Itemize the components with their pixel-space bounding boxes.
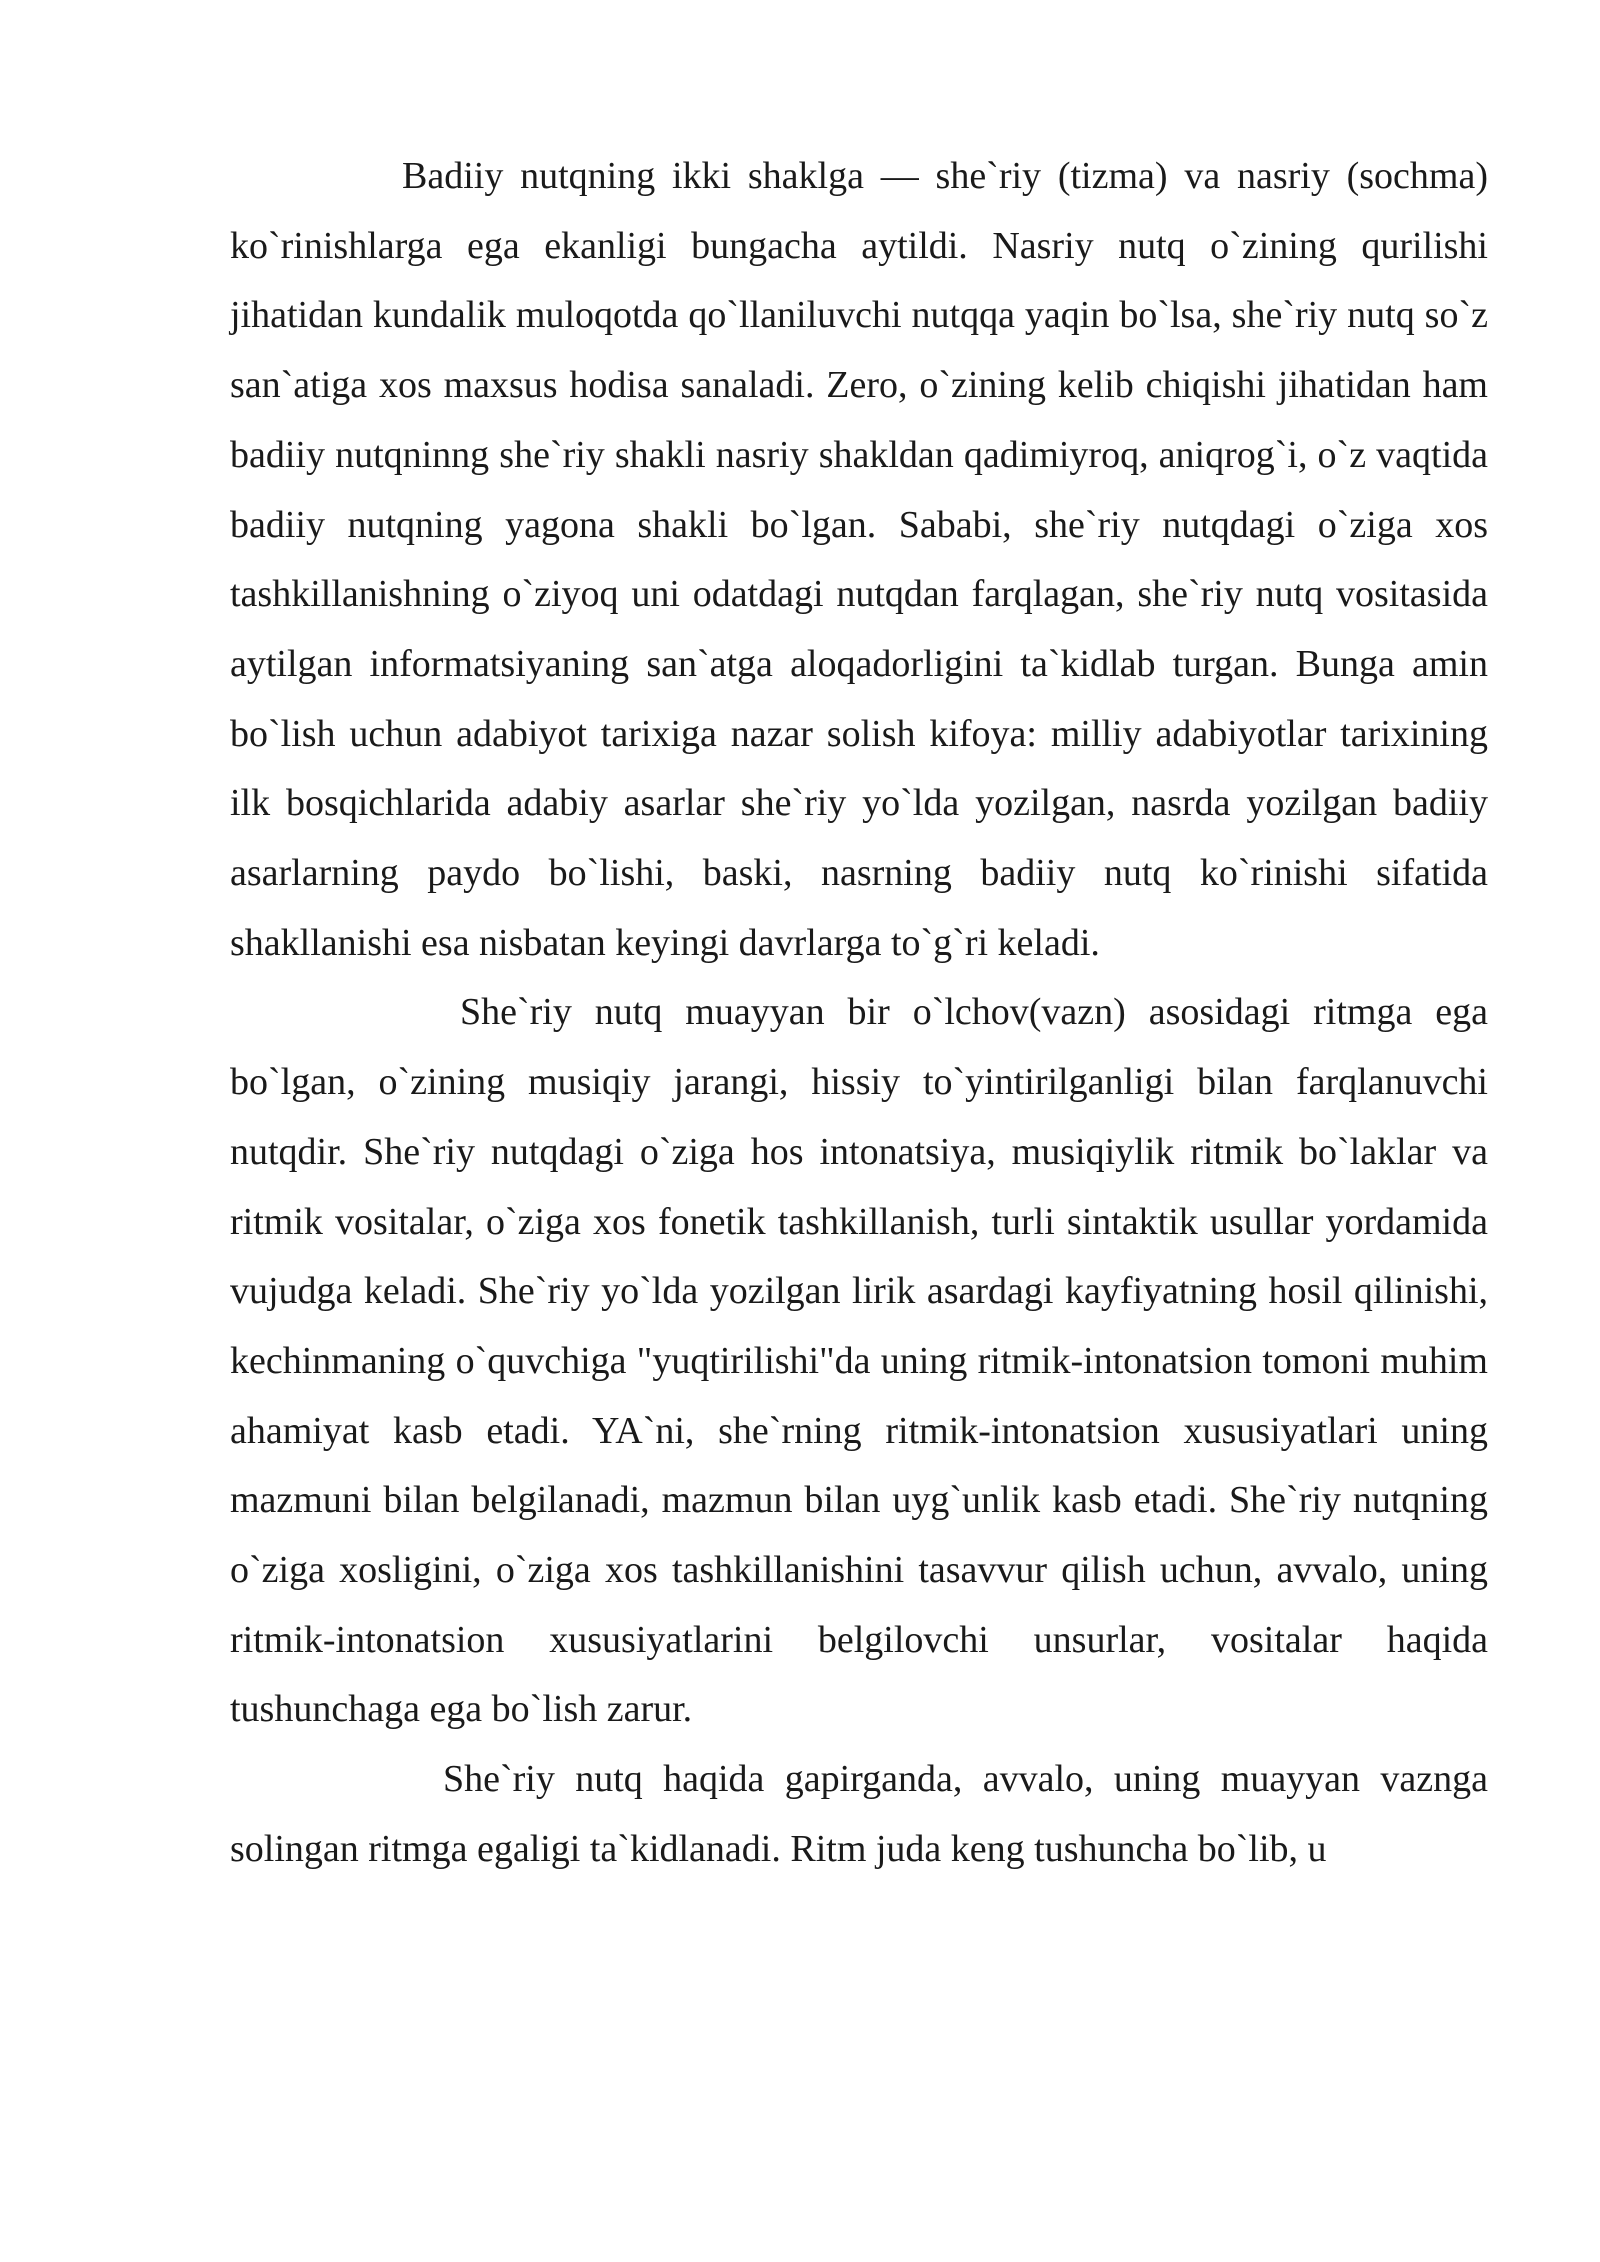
paragraph-3: She`riy nutq haqida gapirganda, avvalo, uning muayyan vaznga solingan ritmga egaligi ta`kidlanadi. Ritm juda keng tushuncha bo`lib, u: [230, 1758, 1488, 1870]
paragraph-2: She`riy nutq muayyan bir o`lchov(vazn) asosidagi ritmga ega bo`lgan, o`zining musiqiy jarangi, hissiy to`yintirilganligi bilan farqlanuvchi nutqdir. She`riy nutqdagi o`ziga hos intonatsiya, musiqiylik ritmik bo`laklar va ritmik vositalar, o`ziga xos fonetik tashkillanish, turli sintaktik usullar yordamida vujudga keladi. She`riy yo`lda yozilgan lirik asardagi kayfiyatning hosil qilinishi, kechinmaning o`quvchiga "yuqtirilishi"da uning ritmik-intonatsion tomoni muhim ahamiyat kasb etadi. YA`ni, she`rning ritmik-intonatsion xususiyatlari uning mazmuni bilan belgilanadi, mazmun bilan uyg`unlik kasb etadi. She`riy nutqning o`ziga xosligini, o`ziga xos tashkillanishini tasavvur qilish uchun, avvalo, uning ritmik-intonatsion xususiyatlarini belgilovchi unsurlar, vositalar haqida tushunchaga ega bo`lish zarur.: [230, 991, 1488, 1731]
paragraph-1: Badiiy nutqning ikki shaklga — she`riy (tizma) va nasriy (sochma) ko`rinishlarga ega ekanligi bungacha aytildi. Nasriy nutq o`zining qurilishi jihatidan kundalik muloqotda qo`llaniluvchi nutqqa yaqin bo`lsa, she`riy nutq so`z san`atiga xos maxsus hodisa sanaladi. Zero, o`zining kelib chiqishi jihatidan ham badiiy nutqninng she`riy shakli nasriy shakldan qadimiyroq, aniqrog`i, o`z vaqtida badiiy nutqning yagona shakli bo`lgan. Sababi, she`riy nutqdagi o`ziga xos tashkillanishning o`ziyoq uni odatdagi nutqdan farqlagan, she`riy nutq vositasida aytilgan informatsiyaning san`atga aloqadorligini ta`kidlab turgan. Bunga amin bo`lish uchun adabiyot tarixiga nazar solish kifoya: milliy adabiyotlar tarixining ilk bosqichlarida adabiy asarlar she`riy yo`lda yozilgan, nasrda yozilgan badiiy asarlarning paydo bo`lishi, baski, nasrning badiiy nutq ko`rinishi sifatida shakllanishi esa nisbatan keyingi davrlarga to`g`ri keladi.: [230, 155, 1488, 964]
document-body: [230, 142, 1488, 1885]
